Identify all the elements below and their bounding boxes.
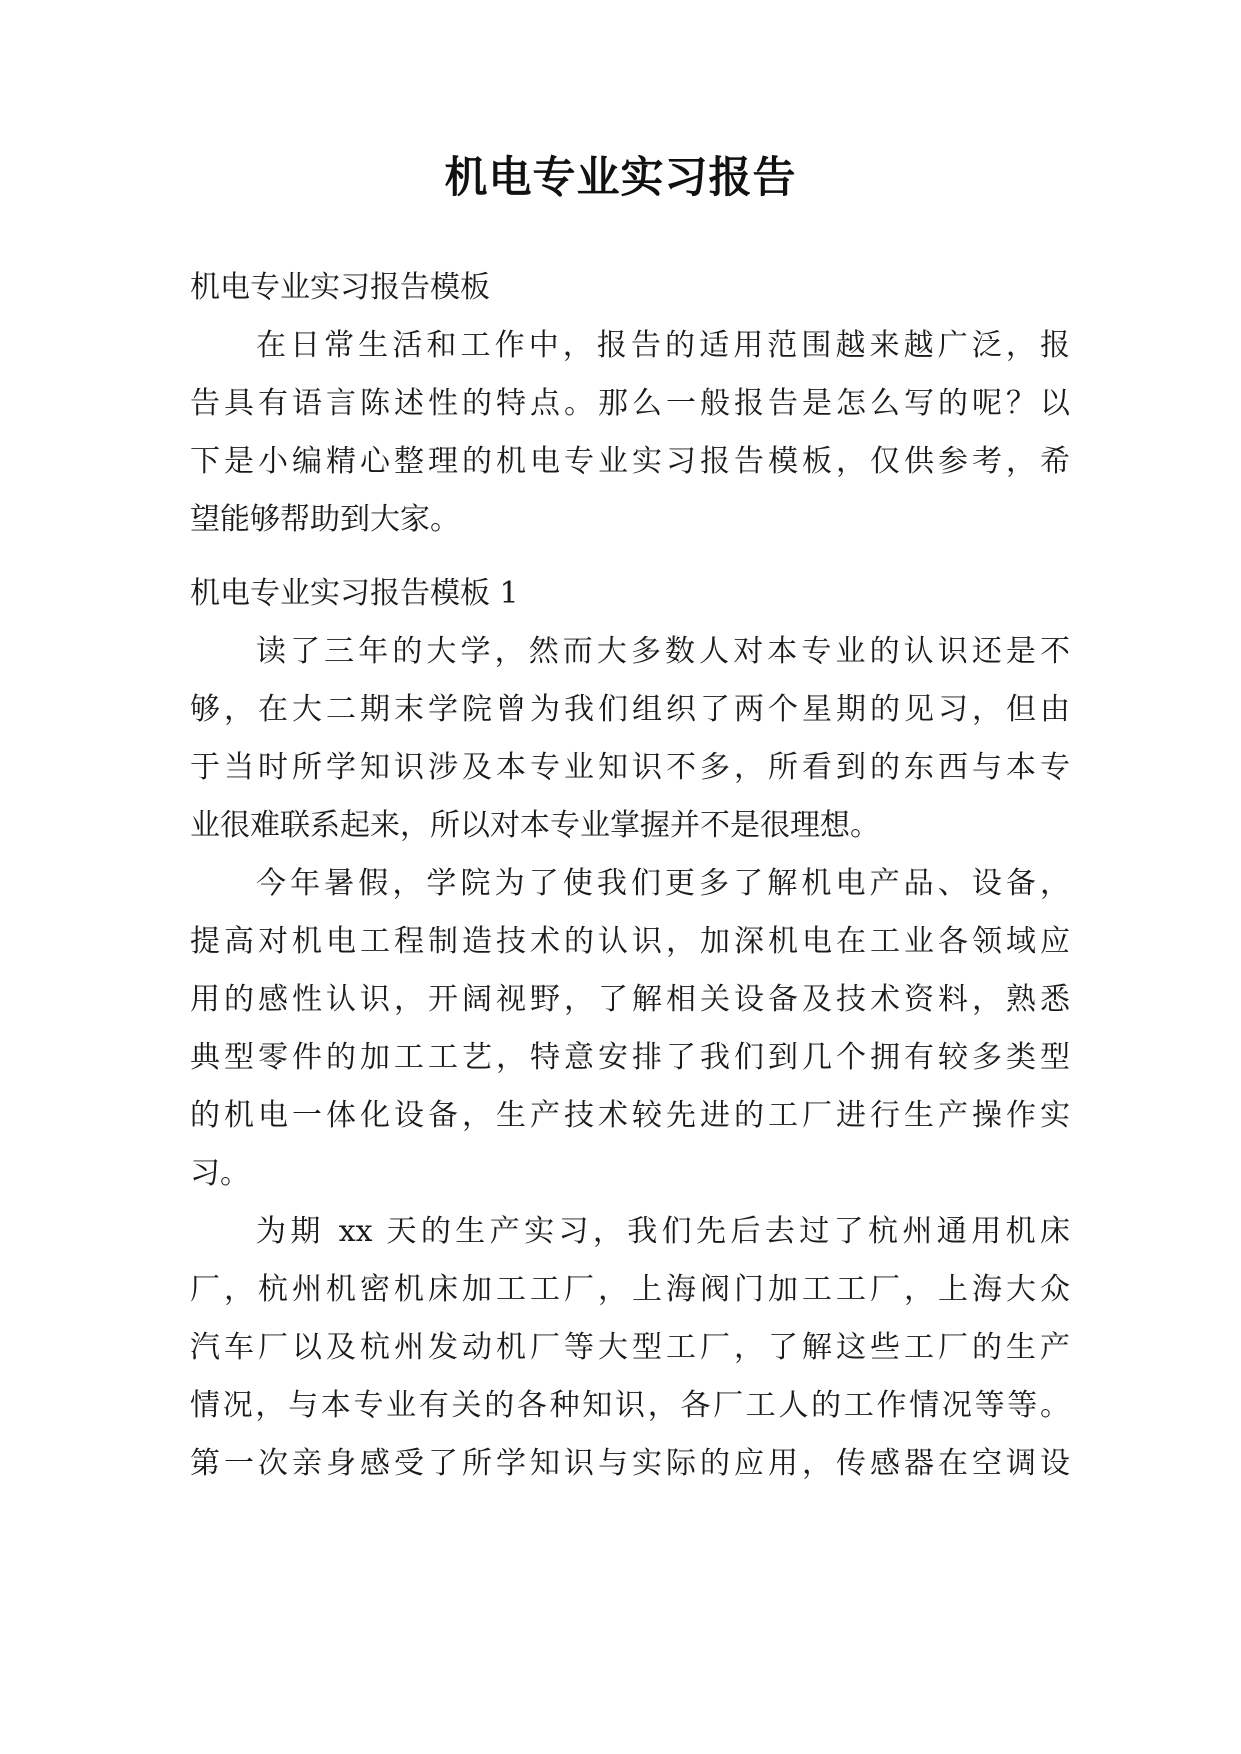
paragraph-line: 情况，与本专业有关的各种知识，各厂工人的工作情况等等。: [190, 1388, 1070, 1423]
paragraph-line: 厂，杭州机密机床加工工厂，上海阀门加工工厂，上海大众: [190, 1272, 1070, 1307]
paragraph-line: 用的感性认识，开阔视野，了解相关设备及技术资料，熟悉: [190, 982, 1070, 1017]
paragraph-line: 今年暑假，学院为了使我们更多了解机电产品、设备，: [256, 866, 1070, 901]
paragraph-line: 汽车厂以及杭州发动机厂等大型工厂，了解这些工厂的生产: [190, 1330, 1070, 1365]
section-heading: 机电专业实习报告模板 1: [190, 576, 519, 611]
document-title: 机电专业实习报告: [444, 153, 797, 203]
paragraph-line: 读了三年的大学，然而大多数人对本专业的认识还是不: [256, 634, 1070, 669]
paragraph-line: 告具有语言陈述性的特点。那么一般报告是怎么写的呢？以: [190, 386, 1070, 421]
intro-section: [190, 259, 1070, 549]
paragraph-line: 提高对机电工程制造技术的认识，加深机电在工业各领域应: [190, 924, 1070, 959]
paragraph-line: 下是小编精心整理的机电专业实习报告模板，仅供参考，希: [190, 444, 1070, 479]
paragraph-line: 业很难联系起来，所以对本专业掌握并不是很理想。: [190, 808, 880, 843]
paragraph-line: 望能够帮助到大家。: [190, 502, 460, 537]
paragraph-line: 为期 xx 天的生产实习，我们先后去过了杭州通用机床: [256, 1214, 1070, 1249]
template-1-section: [190, 565, 1070, 1493]
paragraph-line: 的机电一体化设备，生产技术较先进的工厂进行生产操作实: [190, 1098, 1070, 1133]
section-heading: 机电专业实习报告模板: [190, 270, 490, 305]
paragraph-line: 典型零件的加工工艺，特意安排了我们到几个拥有较多类型: [190, 1040, 1070, 1075]
paragraph-line: 习。: [190, 1156, 250, 1191]
paragraph-line: 够，在大二期末学院曾为我们组织了两个星期的见习，但由: [190, 692, 1070, 727]
paragraph-line: 第一次亲身感受了所学知识与实际的应用，传感器在空调设: [190, 1446, 1070, 1481]
paragraph-line: 在日常生活和工作中，报告的适用范围越来越广泛，报: [256, 328, 1070, 363]
paragraph-line: 于当时所学知识涉及本专业知识不多，所看到的东西与本专: [190, 750, 1070, 785]
